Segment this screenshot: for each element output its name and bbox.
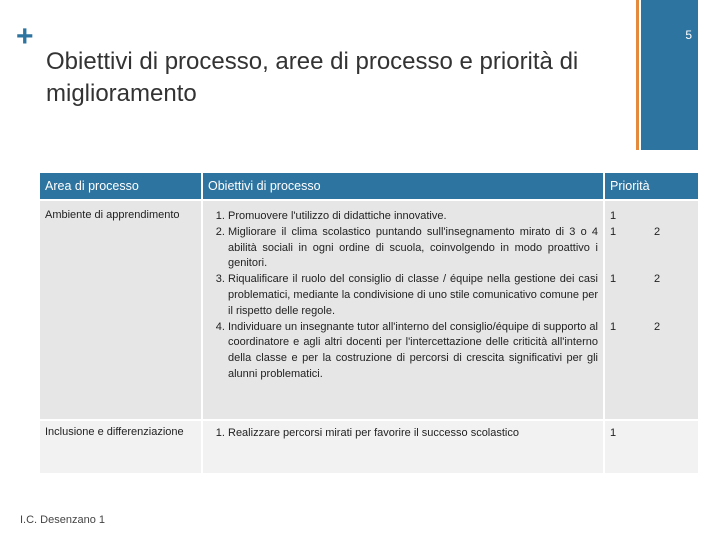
priority-value: 1: [610, 225, 617, 238]
priority-cell: [605, 199, 698, 419]
table-header-row: [40, 173, 698, 199]
objectives-list: [208, 426, 598, 442]
priority-value: 2: [654, 320, 661, 333]
priority-line: [610, 209, 693, 225]
objectives-cell: [203, 199, 605, 419]
header-objectives: Obiettivi di processo: [203, 173, 605, 199]
table-row: [40, 199, 698, 419]
objective-item: 4. Individuare un insegnante tutor all'interno del consiglio/équipe di supporto al coordinatore e agli altri docenti per l'intercettazione delle criticità all'interno della classe e per la costruzione di percorsi di crescita significativi per gli alunni problematici.: [228, 320, 598, 383]
footer-text: I.C. Desenzano 1: [20, 514, 105, 526]
priority-value: 1: [610, 273, 617, 286]
priority-value: 2: [654, 225, 661, 238]
objective-item: 1. Realizzare percorsi mirati per favorire il successo scolastico: [228, 426, 598, 442]
header-priority: Priorità: [605, 173, 698, 199]
priority-value: 2: [654, 273, 661, 286]
objectives-cell: [203, 419, 605, 473]
area-cell: Ambiente di apprendimento: [40, 199, 203, 419]
header-area: Area di processo: [40, 173, 203, 199]
priority-line: [610, 225, 693, 241]
page-number: 5: [685, 28, 692, 42]
priority-value: 1: [610, 427, 617, 439]
objective-item: 1. Promuovere l'utilizzo di didattiche innovative.: [228, 209, 598, 225]
process-table: [40, 173, 698, 473]
priority-line: [610, 320, 693, 336]
accent-line: [636, 0, 639, 150]
objective-item: 2. Migliorare il clima scolastico puntando sull'insegnamento mirato di 3 o 4 abilità sociali in ogni ordine di scuola, coinvolgendo in modo proattivo i genitori.: [228, 225, 598, 272]
priority-line: [610, 272, 693, 288]
priority-value: 1: [610, 210, 617, 222]
page-number-bar: [641, 0, 698, 150]
objectives-list: [208, 209, 598, 383]
priority-line: [610, 426, 693, 442]
objective-item: 3. Riqualificare il ruolo del consiglio di classe / équipe nella gestione dei casi problematici, mediante la condivisione di uno stile comunicativo comune per il rispetto delle regole.: [228, 272, 598, 319]
area-cell: Inclusione e differenziazione: [40, 419, 203, 473]
priority-value: 1: [610, 320, 617, 333]
plus-icon: +: [16, 20, 34, 53]
table-row: [40, 419, 698, 473]
slide-title: Obiettivi di processo, aree di processo e priorità di miglioramento: [46, 48, 579, 107]
priority-cell: [605, 419, 698, 473]
